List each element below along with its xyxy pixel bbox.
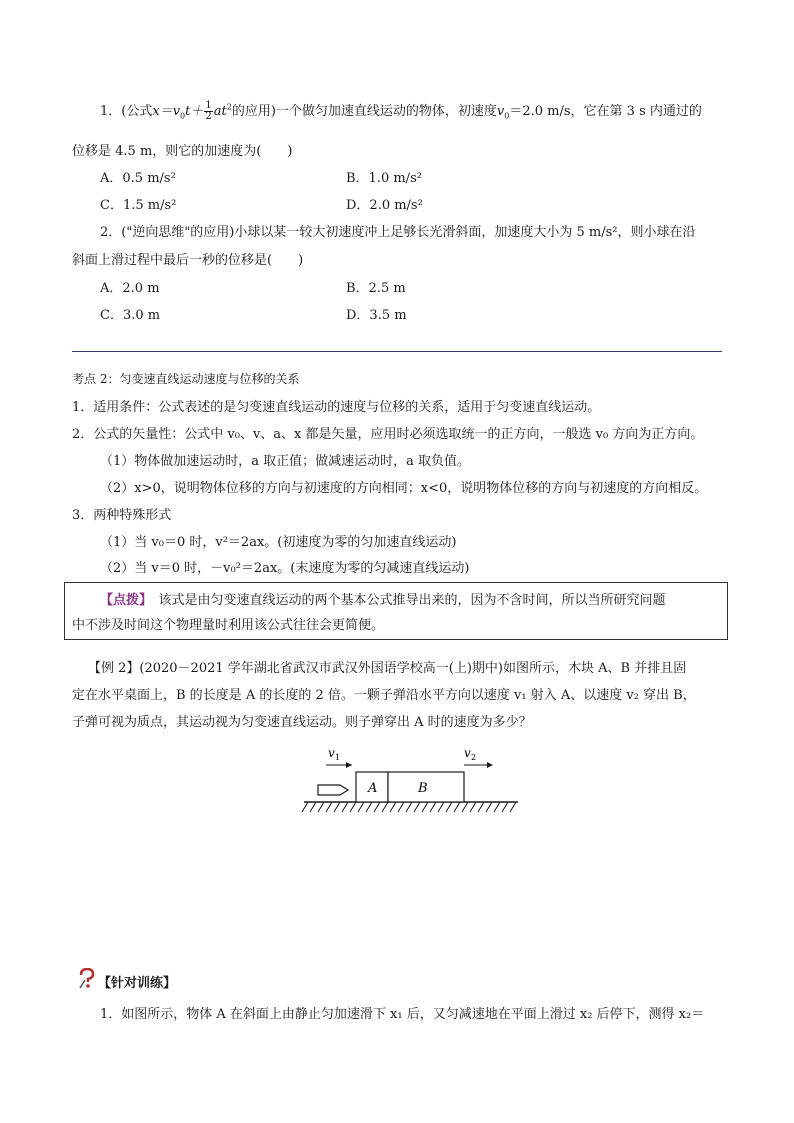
example-line2: 定在水平桌面上，B 的长度是 A 的长度的 2 倍。一颗子弹沿水平方向以速度 v₁ 射入 A、以速度 v₂ 穿出 B，: [72, 688, 696, 703]
v1-sub-label: 1: [335, 753, 341, 762]
v2-label: v: [464, 746, 471, 760]
q2-option-d: D．3.5 m: [346, 308, 407, 323]
training-line1: 1．如图所示，物体 A 在斜面上由静止匀加速滑下 x₁ 后，又匀减速地在平面上滑过 x₂ 后停下，测得 x₂＝: [100, 1007, 705, 1022]
example-line3: 子弹可视为质点，其运动视为匀变速直线运动。则子弹穿出 A 时的速度为多少？: [72, 715, 532, 730]
q1-pre: (公式: [121, 104, 153, 119]
training-header: 【针对训练】: [98, 976, 177, 991]
q1-post: 的应用)一个做匀加速直线运动的物体，初速度: [231, 104, 497, 119]
q1-v0-sub: 0: [504, 111, 510, 121]
bullet-blocks-figure: [300, 740, 524, 820]
formula-at: at: [213, 104, 227, 119]
q1-line1: [100, 100, 702, 122]
v2-arrow-head: [487, 762, 493, 768]
section-point-1: 1．适用条件：公式表述的是匀变速直线运动的速度与位移的关系，适用于匀变速直线运动。: [72, 400, 601, 415]
q1-post2: ＝2.0 m/s，它在第 3 s 内通过的: [509, 104, 702, 119]
formula-sub0: 0: [180, 111, 186, 121]
section-point-3: 3．两种特殊形式: [72, 508, 172, 523]
q1-option-a: A．0.5 m/s²: [100, 171, 176, 186]
q2-option-c: C．3.0 m: [100, 308, 161, 323]
section-divider: [72, 351, 722, 352]
section-point-3-1: （1）当 v₀＝0 时，v²＝2ax。(初速度为零的匀加速直线运动): [100, 535, 457, 550]
section-point-3-2: （2）当 v＝0 时，－v₀²＝2ax。(末速度为零的匀减速直线运动): [100, 561, 470, 576]
formula-x: x＝v: [152, 104, 181, 119]
q1-option-b: B．1.0 m/s²: [346, 171, 422, 186]
fraction-half: $\frac{1}{2}$: [205, 100, 212, 122]
tip-text-1: 该式是由匀变速直线运动的两个基本公式推导出来的，因为不含时间，所以当所研究问题: [145, 593, 666, 608]
q2-line1: 2．("逆向思维"的应用)小球以某一较大初速度冲上足够长光滑斜面，加速度大小为 5 m/s²，则小球在沿: [100, 225, 696, 240]
q2-line2: 斜面上滑过程中最后一秒的位移是( ): [72, 253, 304, 268]
v2-sub-label: 2: [471, 753, 477, 762]
example-line1: 【例 2】(2020－2021 学年湖北省武汉市武汉外国语学校高一(上)期中)如图所示，木块 A、B 并排且固: [88, 661, 687, 676]
q1-option-d: D．2.0 m/s²: [346, 198, 423, 213]
block-b-label: B: [418, 781, 428, 796]
q1-number: 1．: [100, 104, 122, 119]
q1-line2: 位移是 4.5 m，则它的加速度为( ): [72, 144, 293, 159]
ground-hatching: [302, 802, 516, 812]
formula-sup2: 2: [226, 102, 232, 112]
section-point-2: 2．公式的矢量性：公式中 v₀、v、a、x 都是矢量，应用时必须选取统一的正方向，一般选 v₀ 方向为正方向。: [72, 427, 704, 442]
section-point-2-2: （2）x>0，说明物体位移的方向与初速度的方向相同；x<0，说明物体位移的方向与初速度的方向相反。: [100, 481, 708, 496]
v1-arrow-head: [346, 762, 352, 768]
q1-option-c: C．1.5 m/s²: [100, 198, 177, 213]
bullet-shape: [318, 785, 348, 795]
section-point-2-1: （1）物体做加速运动时，a 取正值；做减速运动时，a 取负值。: [100, 454, 471, 469]
tip-line2: 中不涉及时间这个物理量时利用该公式往往会更简便。: [72, 618, 385, 633]
q1-v0: v: [496, 104, 505, 119]
v1-label: v: [328, 746, 335, 760]
formula-t: t＋: [185, 104, 204, 119]
block-a-label: A: [368, 781, 378, 796]
section-title: 考点 2：匀变速直线运动速度与位移的关系: [72, 372, 300, 386]
tip-label: 【点拨】: [100, 593, 146, 608]
question-mark-icon: [78, 968, 96, 990]
q2-option-a: A．2.0 m: [100, 281, 160, 296]
q2-option-b: B．2.5 m: [346, 281, 406, 296]
tip-line1: [100, 589, 666, 608]
